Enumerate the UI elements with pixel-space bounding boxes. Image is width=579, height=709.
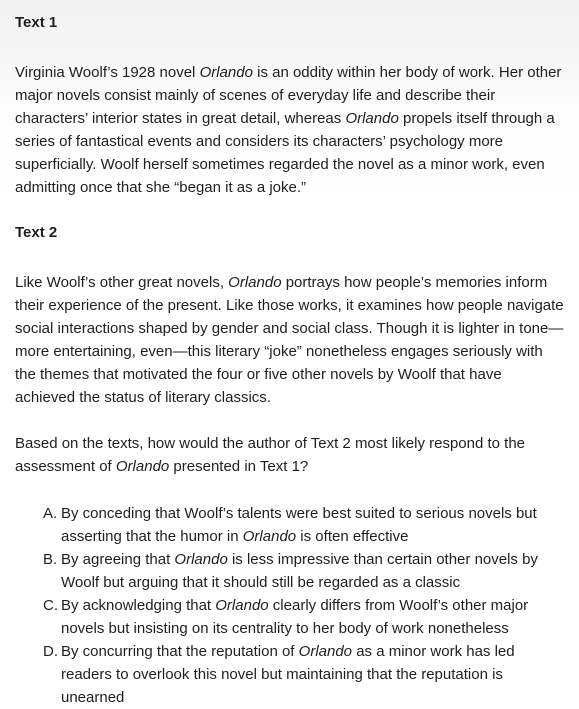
choice-italic-title: Orlando — [174, 551, 228, 568]
choice-text: By agreeing that — [61, 551, 175, 568]
choice-italic-title: Orlando — [298, 643, 353, 660]
answer-choice-b[interactable] — [43, 548, 565, 594]
question-italic-title: Orlando — [115, 458, 170, 475]
choice-letter: B. — [43, 551, 58, 568]
question-prompt — [15, 432, 565, 478]
choice-text: By acknowledging that — [61, 597, 216, 614]
question-segment: Based on the texts, how would the author of Text 2 most likely respond to the assessment of — [15, 435, 526, 475]
text1-passage — [15, 61, 565, 199]
text2-segment: portrays how people’s memories inform their experience of the present. Like those works, it examines how people navigate social interactions shaped by gender and social class. Though it is lighter in tone—more entertaining, even—this literary “joke” nonetheless engages seriously with the themes that motivated the four or five other novels by Woolf that have achieved the status of literary classics. — [15, 274, 564, 406]
choice-text: By concurring that the reputation of — [61, 643, 299, 660]
text2-italic-title: Orlando — [228, 274, 282, 291]
choice-text: By conceding that Woolf’s talents were best suited to serious novels but asserting that the humor in — [61, 505, 537, 545]
text2-heading: Text 2 — [15, 224, 58, 241]
answer-choice-d[interactable] — [43, 640, 565, 709]
choice-text: is often effective — [296, 528, 409, 545]
text1-italic-title: Orlando — [199, 64, 253, 81]
choice-text: as a minor work has led readers to overlook this novel but maintaining that the reputation is unearned — [61, 643, 515, 706]
text1-segment: propels itself through a series of fantastical events and considers its characters’ psychology more superficially. Woolf herself sometimes regarded the novel as a minor work, even admitting once that she “began it as a joke.” — [15, 110, 555, 196]
choice-text: clearly differs from Woolf’s other major novels but insisting on its centrality to her body of work nonetheless — [61, 597, 529, 637]
choice-letter: D. — [43, 643, 58, 660]
answer-choice-a[interactable] — [43, 502, 565, 548]
choice-italic-title: Orlando — [215, 597, 269, 614]
text2-segment: Like Woolf’s other great novels, — [15, 274, 229, 291]
text1-heading: Text 1 — [15, 14, 58, 31]
choice-italic-title: Orlando — [242, 528, 297, 545]
text1-segment: is an oddity within her body of work. Her other major novels consist mainly of scenes of everyday life and describe their characters’ interior states in great detail, whereas — [15, 64, 562, 127]
answer-choice-c[interactable] — [43, 594, 565, 640]
text1-italic-title: Orlando — [345, 110, 399, 127]
choice-letter: C. — [43, 597, 58, 614]
answer-choices — [15, 502, 565, 709]
choice-text: is less impressive than certain other novels by Woolf but arguing that it should still be regarded as a classic — [61, 551, 538, 591]
text2-passage — [15, 271, 565, 409]
choice-letter: A. — [43, 505, 58, 522]
text1-segment: Virginia Woolf’s 1928 novel — [15, 64, 200, 81]
question-segment: presented in Text 1? — [169, 458, 309, 475]
